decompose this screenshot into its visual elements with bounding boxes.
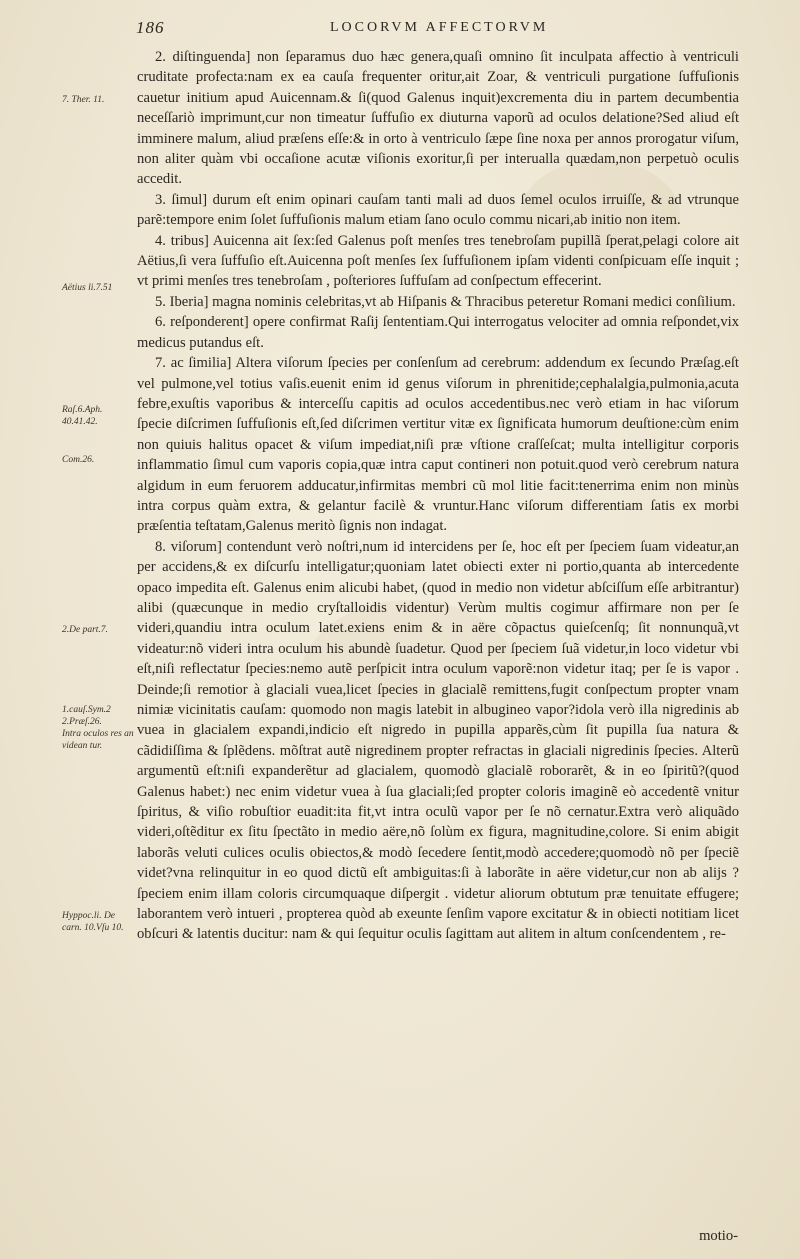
paragraph: 5. Iberia] magna nominis celebritas,vt ab Hiſpanis & Thracibus peteretur Romani medici conſilium. — [155, 293, 736, 310]
margin-note: 7. Ther. 11. — [62, 95, 105, 105]
margin-note: Raſ.6.Aph. 40.41.42. — [62, 405, 103, 427]
page-header — [0, 12, 800, 42]
margin-note: 1.cauſ.Sym.2 — [62, 705, 111, 715]
body-text — [137, 47, 739, 945]
paragraph: 3. ſimul] durum eſt enim opinari cauſam tanti mali ad duos ſemel oculos irruiſſe, & ad vtrunque parẽ:tempore enim ſolet ſuffuſionis malum etiam ſano oculo commu nicari,ab initio non item. — [137, 191, 739, 229]
margin-note: Aëtius li.7.51 — [62, 283, 113, 293]
paragraph: 6. reſponderent] opere confirmat Raſij ſententiam.Qui interrogatus velociter ad omnia reſpondet,vix medicus putandus eſt. — [137, 314, 739, 351]
page-number: 186 — [136, 18, 165, 37]
margin-note: Hyppoc.li. De carn. 10.Vſu 10. — [62, 911, 124, 933]
paragraph: 4. tribus] Auicenna ait ſex:ſed Galenus poſt menſes tres tenebroſam pupillã ſperat,pelagi colore ait Aëtius,ſi vera ſuffuſio eſt.Auicenna poſt menſes ſex ſuffuſionem ipſam videnti conſpicuam eſſe inquit ; vt primi menſes tres tenebroſam , poſteriores ſuffuſam ad conſpectum effecerint. — [137, 232, 739, 290]
paragraph: 2. diſtinguenda] non ſeparamus duo hæc genera,quaſi omnino ſit inculpata affectio à ventriculi cruditate profecta:nam ex ea cauſa frequenter oritur,ait Zoar, & ventriculi purgatione ſuffuſionis cauetur initium apud Auicennam.& ſi(quod Galenus inquit)excrementa diu in partem decumbentia neceſſariò imprimunt,cur non timeatur ſuffuſio ex diuturna vaporũ ad oculos delatione?Sed aliud eſt imminere malum, aliud præſens eſſe:& in orto à ventriculo ſæpe ſine noxa per annos prorogatur viſum, non aliter quàm vbi occaſione acutæ viſionis exoritur,ſi per interualla quædam,non perpetuò oculis accedit. — [137, 49, 739, 188]
margin-note: Intra oculos res an videan tur. — [62, 729, 134, 751]
margin-note: 2.De part.7. — [62, 625, 108, 635]
running-head: LOCORVM AFFECTORVM — [330, 20, 549, 35]
margin-note: Com.26. — [62, 455, 95, 465]
margin-note: 2.Præſ.26. — [62, 717, 102, 727]
paragraph: 8. viſorum] contendunt verò noſtri,num id intercidens per ſe, hoc eſt per ſpeciem ſuam videatur,an per accidens,& ex diſcurſu intelligatur;quoniam latet obiecti exter ni portio,quanta ab intercedente opaco impedita eſt. Galenus enim alicubi habet, (quod in medio non videtur abſciſſum eſſe arbitrantur) alibi (quæcunque in medio cryſtalloidis videntur) Verùm multis cogimur affirmare non per ſe videri,quandiu intra oculum latet.exiens enim & in aëre cõpactus quieſcenſq; ſit nonnunquã,vt videatur:nõ videri intra oculum his abundè ſuadetur. Quod per ſpeciem ſuã videtur,in loco videtur vbi eſt,niſi reflectatur ſpecies:nemo autẽ perſpicit intra oculum vaporẽ:non videtur itaq; per ſe is vapor . Deinde;ſi remotior à glaciali vuea,licet ſpecies in glacialẽ remittens,fugit conſpectum propter vnam nimiæ vicinitatis cauſam: quomodo non magis latebit in albugineo vapor?idola verò illa nigredinis ab vuea in glacialem expandi,indicio eſt nigredo in pupilla apparẽs,cùm ſit pupilla ſua natura & cãdidiſſima & ſplẽdens. mõſtrat autẽ nigredinem propter refractas in glaciali nigredinis ſpecies. Alterũ argumentũ eſt:niſi expanderẽtur ad glacialem, quomodò glacialẽ roborarẽt, & in eo ſpiritũ?(quod Galenus habet:) nec enim videtur vuea à ſua glaciali;ſed propter coloris imaginẽ eò accedentẽ vnitur ſpiritus, & viſio robuſtior euadit:ita fit,vt intra oculũ vapor per ſe nõ cernatur.Extra verò aliquãdo videri,oſtẽditur ex ſitu ſpectãto in medio aëre,nõ ſolùm ex figura, magnitudine,colore. Si enim abigit laborãs veluti culices oculis obiectos,& modò ſecedere ſentit,modò accedere;quomodò nõ per ſpeciẽ videt?vna relinquitur in eo quod dictũ eſt ambiguitas:ſi à laborãte in aëre videtur,cur non ab alijs ? ſpeciem enim illam coloris circumquaque diſpergit . videtur aliorum obtutum præ tenuitate effugere; laborantem verò intueri , propterea quòd ab exeunte ſenſim vapore excitatur & in obiecti notitiam licet obſcuri & latentis ducitur: nam & qui ſequitur oculis ſagittam aut alitem in altum conſcendentem , re- — [137, 538, 739, 943]
catchword: motio- — [699, 1228, 738, 1244]
paragraph: 7. ac ſimilia] Altera viſorum ſpecies per conſenſum ad cerebrum: addendum ex ſecundo Præſag.eſt vel pulmone,vel totius vaſis.euenit enim id genus viſorum in phrenitide;cephalalgia,pulmonia,acuta febre,exuſtis vaporibus & interceſſu capitis ad oculos accedentibus.nec verò etiam in hac viſorum ſpecie diſcrimen ſuffuſionis eſt,ſed diſcrimen vertitur vitæ ex ſignificata humorum deuſtione:cùm enim non quiuis halitus opacet & viſum impediat,niſi præ vſtione craſſeſcat; multa intelligitur corporis inflammatio ſimul cum vaporis copia,quæ intra caput contineri non potuit.quod verò cerebrum natura algidum in eum feruorem adducatur,infirmitas membri cũ mol litie facit:tenerrima enim non minùs intra corpus quàm extra, & gelantur facilè & vruntur.Hanc viſorum differentiam ſatis ex morbi præſentia teſtatam,Galenus meritò ſignis non indagat. — [137, 355, 739, 535]
